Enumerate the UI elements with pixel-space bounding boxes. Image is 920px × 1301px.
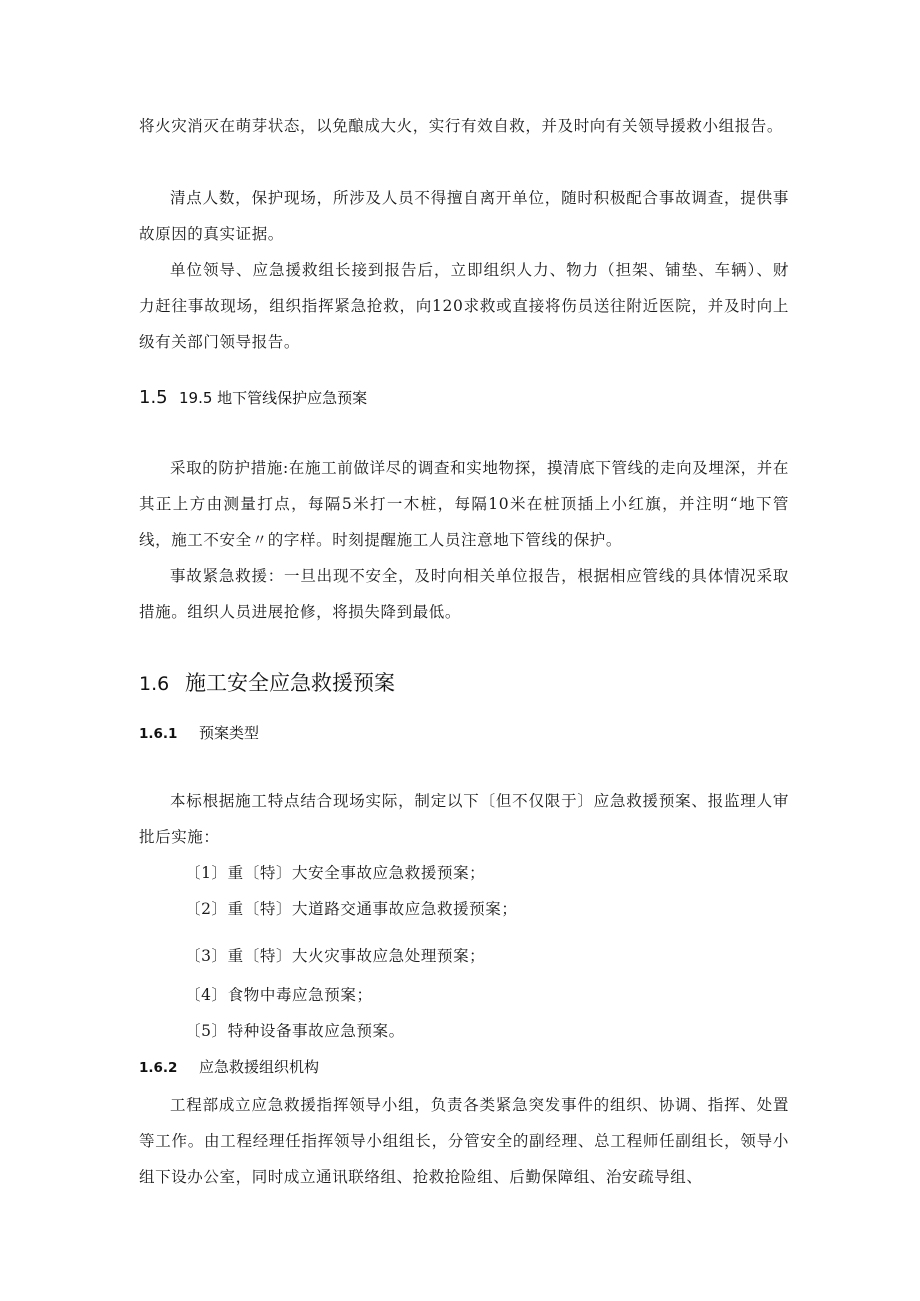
- heading-number: 1.6.2: [139, 1060, 178, 1076]
- list-item: 〔2〕重〔特〕大道路交通事故应急救援预案；: [185, 900, 518, 918]
- paragraph-headcount: 清点人数，保护现场，所涉及人员不得擅自离开单位，随时积极配合事故调查，提供事故原因的真实证据。: [139, 189, 789, 243]
- list-item: 〔5〕特种设备事故应急预案。: [185, 1022, 405, 1040]
- heading-number: 1.6: [139, 673, 170, 695]
- paragraph-organization: 工程部成立应急救援指挥领导小组，负责各类紧急突发事件的组织、协调、指挥、处置等工作。由工程经理任指挥领导小组组长，分管安全的副经理、总工程师任副组长，领导小组下设办公室，同时成立通讯联络组、抢救抢险组、后勤保障组、治安疏导组、: [139, 1096, 789, 1186]
- heading-title: 预案类型: [199, 724, 260, 742]
- list-item: 〔1〕重〔特〕大安全事故应急救援预案；: [185, 864, 486, 882]
- heading-number: 1.5: [139, 387, 168, 408]
- paragraph-protective-measures: 采取的防护措施:在施工前做详尽的调查和实地物探，摸清底下管线的走向及埋深，并在其正上方由测量打点，每隔5米打一木桩，每隔10米在桩顶插上小红旗，并注明“地下管线，施工不安全〃的字样。时刻提醒施工人员注意地下管线的保护。: [139, 459, 789, 549]
- heading-1-6-1: [139, 722, 259, 743]
- heading-1-6-2: [139, 1056, 319, 1077]
- list-item: 〔3〕重〔特〕大火灾事故应急处理预案；: [185, 947, 486, 965]
- paragraph-leader-response: 单位领导、应急援救组长接到报告后，立即组织人力、物力（担架、铺垫、车辆）、财力赶往事故现场，组织指挥紧急抢救，向120求救或直接将伤员送往附近医院，并及时向上级有关部门领导报告。: [139, 261, 789, 351]
- heading-number: 1.6.1: [139, 726, 178, 742]
- heading-title: 施工安全应急救援预案: [185, 671, 395, 695]
- paragraph-emergency-rescue: 事故紧急救援：一旦出现不安全，及时向相关单位报告，根据相应管线的具体情况采取措施。组织人员进展抢修，将损失降到最低。: [139, 567, 789, 621]
- heading-title: 19.5 地下管线保护应急预案: [179, 389, 368, 407]
- heading-1-6: [139, 667, 395, 697]
- heading-1-5: [139, 387, 367, 408]
- paragraph-plan-intro: 本标根据施工特点结合现场实际，制定以下〔但不仅限于〕应急救援预案、报监理人审批后实施：: [139, 792, 789, 846]
- paragraph-fire-extinguish: 将火灾消灭在萌芽状态，以免酿成大火，实行有效自救，并及时向有关领导援救小组报告。: [139, 117, 784, 135]
- heading-title: 应急救援组织机构: [199, 1058, 320, 1076]
- list-item: 〔4〕食物中毒应急预案；: [185, 986, 373, 1004]
